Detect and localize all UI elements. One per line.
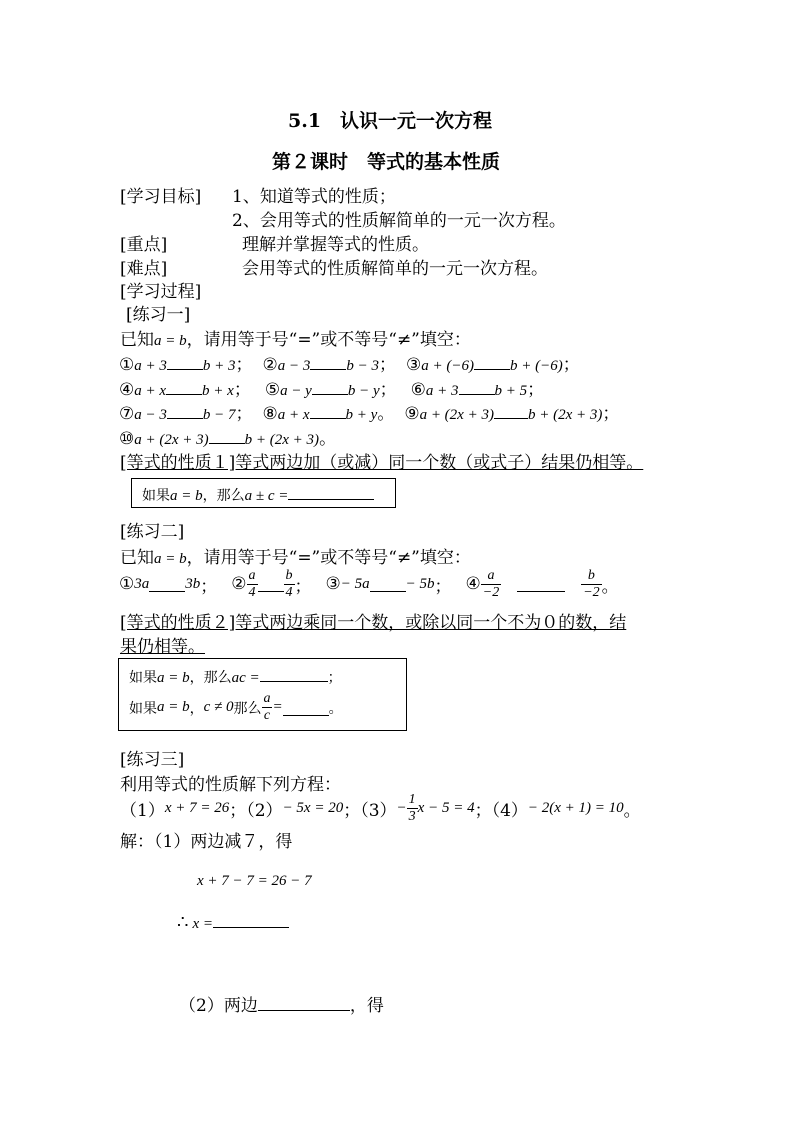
key-text: 理解并掌握等式的性质。 bbox=[242, 235, 429, 255]
exercise-1-label: [练习一] bbox=[126, 305, 191, 325]
objective-2: 2、会用等式的性质解简单的一元一次方程。 bbox=[232, 211, 566, 231]
process-label: [学习过程] bbox=[120, 282, 202, 302]
exercise-1-row-1: ①a + 3 b + 3； ②a − 3 b − 3； ③a + (−6) b + (−6)； bbox=[119, 355, 580, 375]
exercise-2-row: ① 3a 3b ； ② $\frac{a}{4}$ $\frac{b}{4}$ ； ③ − 5a − 5b ； ④ $\frac{a}{-2}$ $\frac{b}{-2}$ 。 bbox=[119, 567, 619, 600]
difficulty-text: 会用等式的性质解简单的一元一次方程。 bbox=[242, 259, 548, 279]
exercise-1-row-4: ⑩a + (2x + 3) b + (2x + 3)。 bbox=[119, 429, 337, 449]
exercise-1-row-2: ④a + x b + x； ⑤a − y b − y； ⑥a + 3 b + 5； bbox=[119, 380, 545, 400]
property-2-line-2: 果仍相等。 bbox=[120, 637, 205, 657]
solution-line-2: x + 7 − 7 = 26 − 7 bbox=[197, 873, 312, 889]
property-1-box-text: 如果a = b，那么a ± c = bbox=[142, 485, 374, 505]
page-subtitle: 第２课时 等式的基本性质 bbox=[272, 151, 501, 173]
page-title: 5.1 认识一元一次方程 bbox=[288, 110, 493, 132]
property-1: [等式的性质１]等式两边加（或减）同一个数（或式子）结果仍相等。 bbox=[120, 453, 644, 473]
exercise-3-intro: 利用等式的性质解下列方程： bbox=[120, 775, 341, 795]
property-2-box-line-1: 如果a = b，那么ac = ； bbox=[129, 670, 342, 686]
solution-line-4: （2）两边 ，得 bbox=[179, 996, 384, 1016]
exercise-1-row-3: ⑦a − 3 b − 7； ⑧a + x b + y。 ⑨a + (2x + 3) b + (2x + 3)； bbox=[119, 404, 620, 424]
solution-line-3: ∴ x = bbox=[177, 912, 289, 933]
property-2-box bbox=[118, 658, 407, 731]
property-2-box-line-2: 如果 a = b ， c ≠ 0 那么 $\frac{a}{c}$ = 。 bbox=[129, 691, 343, 723]
difficulty-label: [难点] bbox=[120, 259, 168, 279]
solution-line-1: 解：（1）两边减７，得 bbox=[120, 832, 293, 852]
exercise-3-label: [练习三] bbox=[120, 750, 185, 770]
key-label: [重点] bbox=[120, 235, 168, 255]
exercise-1-intro: 已知a = b，请用等于号“=”或不等号“≠”填空： bbox=[120, 330, 471, 350]
exercise-2-label: [练习二] bbox=[120, 522, 185, 542]
therefore-symbol: ∴ bbox=[177, 912, 189, 933]
exercise-2-intro: 已知a = b，请用等于号“=”或不等号“≠”填空： bbox=[120, 548, 471, 568]
objective-1: 1、知道等式的性质； bbox=[232, 187, 396, 207]
exercise-3-equations: （1） x + 7 = 26 ；（2） − 5x = 20 ；（3） − $\frac{1}{3}$ x − 5 = 4 ；（4） − 2(x + 1) = 10 。 bbox=[120, 791, 641, 824]
property-2-line-1: [等式的性质２]等式两边乘同一个数，或除以同一个不为０的数，结 bbox=[120, 613, 627, 633]
objectives-label: [学习目标] bbox=[120, 187, 202, 207]
property-1-box bbox=[131, 478, 396, 508]
